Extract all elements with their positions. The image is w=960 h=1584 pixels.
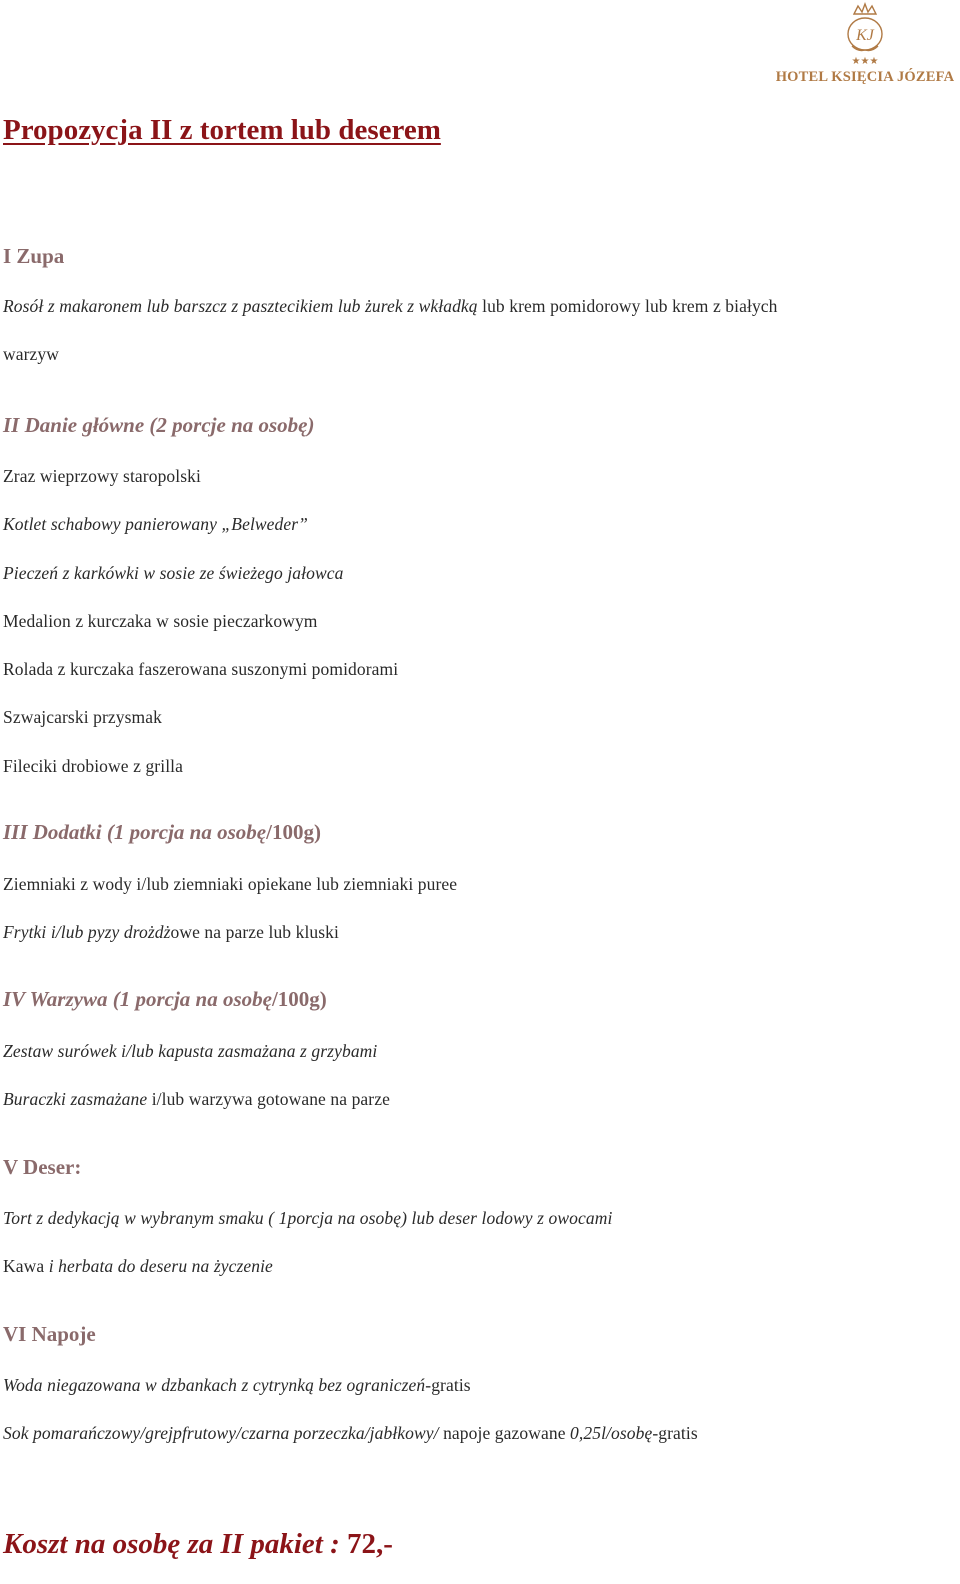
sides-item-italic: Frytki i/lub pyzy drożdż	[3, 922, 171, 942]
sides-heading-italic: III Dodatki (1 porcja na osobę	[3, 820, 267, 844]
section-mains-heading: II Danie główne (2 porcje na osobę)	[3, 413, 315, 437]
drinks-item-mid: napoje gazowane	[438, 1423, 571, 1443]
price-value: 72,-	[339, 1528, 393, 1560]
drinks-item-rest: -gratis	[425, 1375, 471, 1395]
dessert-item-plain: Kawa	[3, 1256, 49, 1276]
section-dessert-heading: V Deser:	[3, 1155, 82, 1179]
vegetables-item: Zestaw surówek i/lub kapusta zasmażana z grzybami	[3, 1041, 378, 1061]
price-line	[3, 1528, 393, 1561]
section-vegetables-heading	[3, 987, 327, 1012]
dessert-item	[3, 1256, 273, 1277]
soup-line-rest: lub krem pomidorowy lub krem z białych	[477, 296, 778, 316]
stars-icon: ★★★	[851, 56, 879, 67]
drinks-item	[3, 1423, 698, 1444]
section-soup-heading: I Zupa	[3, 244, 65, 268]
mains-item: Zraz wieprzowy staropolski	[3, 466, 201, 486]
sides-item: Ziemniaki z wody i/lub ziemniaki opiekane lub ziemniaki puree	[3, 874, 458, 894]
dessert-item-italic: i herbata do deseru na życzenie	[48, 1256, 273, 1276]
vegetables-item	[3, 1089, 390, 1110]
soup-line-italic: Rosół z makaronem lub barszcz z pasztecikiem lub żurek z wkładką	[3, 296, 478, 316]
soup-line-cont: warzyw	[3, 344, 59, 364]
page-title: Propozycja II z tortem lub deserem	[3, 114, 441, 146]
monogram-text: KJ	[856, 27, 874, 44]
soup-line	[3, 296, 778, 317]
sides-item-rest: owe na parze lub kluski	[170, 922, 339, 942]
sides-item	[3, 922, 339, 943]
vegetables-heading-rest: /100g)	[271, 987, 327, 1011]
section-sides-heading	[3, 820, 321, 845]
mains-item: Szwajcarski przysmak	[3, 707, 162, 727]
drinks-item-rest: -gratis	[652, 1423, 698, 1443]
mains-item: Rolada z kurczaka faszerowana suszonymi pomidorami	[3, 659, 399, 679]
mains-item: Pieczeń z karkówki w sosie ze świeżego jałowca	[3, 563, 344, 583]
vegetables-heading-italic: IV Warzywa (1 porcja na osobę	[3, 987, 272, 1011]
dessert-item: Tort z dedykacją w wybranym smaku ( 1porcja na osobę) lub deser lodowy z owocami	[3, 1208, 613, 1228]
crown-monogram-icon	[840, 2, 890, 68]
section-drinks-heading: VI Napoje	[3, 1322, 96, 1346]
hotel-name: HOTEL KSIĘCIA JÓZEFA	[775, 69, 955, 85]
vegetables-item-italic: Buraczki zasmażane	[3, 1089, 148, 1109]
price-label: Koszt na osobę za II pakiet :	[3, 1528, 340, 1560]
vegetables-item-rest: i/lub warzywa gotowane na parze	[147, 1089, 390, 1109]
mains-item: Medalion z kurczaka w sosie pieczarkowym	[3, 611, 318, 631]
mains-item: Fileciki drobiowe z grilla	[3, 756, 183, 776]
sides-heading-rest: /100g)	[266, 820, 321, 844]
mains-item: Kotlet schabowy panierowany „Belweder”	[3, 514, 308, 534]
drinks-item-italic2: 0,25l/osobę	[570, 1423, 653, 1443]
drinks-item	[3, 1375, 471, 1396]
hotel-logo	[775, 2, 955, 90]
drinks-item-italic: Sok pomarańczowy/grejpfrutowy/czarna porzeczka/jabłkowy/	[3, 1423, 439, 1443]
drinks-item-italic: Woda niegazowana w dzbankach z cytrynką bez ograniczeń	[3, 1375, 426, 1395]
